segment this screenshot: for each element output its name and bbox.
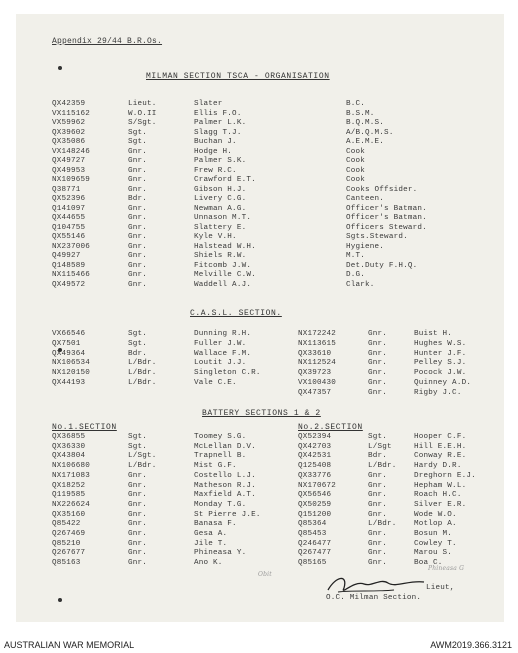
rank: Gnr. xyxy=(128,539,148,548)
appointment: Clark. xyxy=(346,280,375,289)
name: Hodge H. xyxy=(194,147,233,156)
name: Dreghorn E.J. xyxy=(414,471,476,480)
appointment: D.G. xyxy=(346,271,366,279)
appointment: Officer's Batman. xyxy=(346,204,427,213)
service-number: QX39602 xyxy=(52,128,86,137)
name: Hunter J.F. xyxy=(414,349,467,358)
rank: Gnr. xyxy=(128,185,148,194)
appointment: M.T. xyxy=(346,252,366,260)
name: Phineasa Y. xyxy=(194,549,247,558)
service-number: Q141097 xyxy=(52,204,86,213)
rank: Gnr. xyxy=(368,471,388,480)
rank: Gnr. xyxy=(368,388,388,397)
rank: L/Bdr. xyxy=(128,379,157,387)
service-number: VX59962 xyxy=(52,119,86,127)
service-number: VX100430 xyxy=(298,379,337,387)
name: Conway R.E. xyxy=(414,452,467,461)
name: Frew R.C. xyxy=(194,166,237,175)
name: Crawford E.T. xyxy=(194,176,256,184)
service-number: Q85422 xyxy=(52,520,81,529)
service-number: QX33776 xyxy=(298,471,332,480)
rank: Gnr. xyxy=(128,204,148,213)
rank: Sgt. xyxy=(128,128,148,137)
service-number: NX120150 xyxy=(52,369,91,378)
name: Kyle V.H. xyxy=(194,233,237,241)
service-number: QX44193 xyxy=(52,379,86,387)
service-number: NX113615 xyxy=(298,339,337,348)
service-number: Q148589 xyxy=(52,261,86,270)
name: Pocock J.W. xyxy=(414,369,467,378)
name: Maxfield A.T. xyxy=(194,491,256,500)
rank: Gnr. xyxy=(128,559,148,568)
rank: Gnr. xyxy=(368,559,388,568)
name: Boa C. xyxy=(414,559,443,568)
name: Pelley S.J. xyxy=(414,359,467,368)
rank: Gnr. xyxy=(128,520,148,529)
appointment: Cooks Offsider. xyxy=(346,185,418,194)
service-number: QX35086 xyxy=(52,138,86,146)
name: Hardy D.R. xyxy=(414,462,462,471)
rank: S/Sgt. xyxy=(128,119,157,127)
name: Slagg T.J. xyxy=(194,128,242,137)
service-number: NX115466 xyxy=(52,271,91,279)
name: Banasa F. xyxy=(194,520,237,529)
appointment: Hygiene. xyxy=(346,242,385,251)
rank: Gnr. xyxy=(368,539,388,548)
name: Unnason M.T. xyxy=(194,214,252,222)
rank: Gnr. xyxy=(368,491,388,500)
name: Melville C.W. xyxy=(194,271,256,279)
archive-footer xyxy=(0,634,518,653)
name: Matheson R.J. xyxy=(194,481,256,490)
service-number: Q49927 xyxy=(52,252,81,260)
rank: L/Bdr. xyxy=(128,462,157,471)
name: Hepham W.L. xyxy=(414,481,467,490)
service-number: QX56546 xyxy=(298,491,332,500)
name: Hughes W.S. xyxy=(414,339,467,348)
rank: Gnr. xyxy=(368,339,388,348)
service-number: NX112524 xyxy=(298,359,337,368)
appointment: A/B.Q.M.S. xyxy=(346,128,394,137)
rank: Gnr. xyxy=(128,549,148,558)
appointment: Sgts.Steward. xyxy=(346,233,408,241)
service-number: Q85364 xyxy=(298,520,327,529)
rank: L/Bdr. xyxy=(368,462,397,471)
casl-title: C.A.S.L. SECTION. xyxy=(190,309,282,318)
rank: Bdr. xyxy=(368,452,388,461)
signature-title: O.C. Milman Section. xyxy=(326,594,422,602)
service-number: VX66546 xyxy=(52,330,86,338)
service-number: Q267469 xyxy=(52,530,86,538)
appointment: Canteen. xyxy=(346,195,385,203)
name: Palmer S.K. xyxy=(194,157,247,165)
service-number: QX35160 xyxy=(52,510,86,519)
appointment: Cook xyxy=(346,166,366,175)
rank: Sgt. xyxy=(128,339,148,348)
punch-hole xyxy=(58,66,62,70)
name: Bosun M. xyxy=(414,530,453,538)
rank: Gnr. xyxy=(128,491,148,500)
rank: Gnr. xyxy=(368,549,388,558)
appointment: A.E.M.E. xyxy=(346,138,385,146)
service-number: QX49572 xyxy=(52,280,86,289)
service-number: Q267677 xyxy=(52,549,86,558)
service-number: QX18252 xyxy=(52,481,86,490)
rank: Gnr. xyxy=(128,481,148,490)
service-number: Q85453 xyxy=(298,530,327,538)
rank: Bdr. xyxy=(128,195,148,203)
rank: Sgt. xyxy=(368,433,388,441)
name: Costello L.J. xyxy=(194,471,256,480)
appointment: Det.Duty F.H.Q. xyxy=(346,261,418,270)
service-number: NX106534 xyxy=(52,359,91,368)
service-number: QX36330 xyxy=(52,442,86,451)
rank: L/Sgt xyxy=(368,442,392,451)
name: Palmer L.K. xyxy=(194,119,247,127)
name: Hill E.E.H. xyxy=(414,442,467,451)
name: Wode W.O. xyxy=(414,510,457,519)
name: Dunning R.H. xyxy=(194,330,252,338)
service-number: NX106680 xyxy=(52,462,91,471)
name: Slattery E. xyxy=(194,223,247,232)
rank: Gnr. xyxy=(128,271,148,279)
name: Loutit J.J. xyxy=(194,359,247,368)
rank: Gnr. xyxy=(128,530,148,538)
service-number: Q151200 xyxy=(298,510,332,519)
battery-title: BATTERY SECTIONS 1 & 2 xyxy=(202,409,321,418)
rank: L/Bdr. xyxy=(368,520,397,529)
service-number: Q85165 xyxy=(298,559,327,568)
rank: Gnr. xyxy=(128,471,148,480)
service-number: Q38771 xyxy=(52,185,81,194)
service-number: QX43804 xyxy=(52,452,86,461)
service-number: QX49364 xyxy=(52,349,86,358)
service-number: QX42359 xyxy=(52,100,86,108)
rank: Gnr. xyxy=(368,530,388,538)
rank: L/Bdr. xyxy=(128,359,157,368)
appointment: Cook xyxy=(346,176,366,184)
name: Buist H. xyxy=(414,330,453,338)
rank: Bdr. xyxy=(128,349,148,358)
appointment: Officer's Batman. xyxy=(346,214,427,222)
appendix-ref: Appendix 29/44 B.R.Os. xyxy=(52,37,163,46)
name: Slater xyxy=(194,100,223,108)
signature-rank: Lieut, xyxy=(426,584,455,592)
name: Buchan J. xyxy=(194,138,237,146)
rank: Gnr. xyxy=(368,510,388,519)
service-number: Q85163 xyxy=(52,559,81,568)
rank: Gnr. xyxy=(368,359,388,368)
name: Toomey S.G. xyxy=(194,433,247,441)
rank: Lieut. xyxy=(128,100,157,108)
footer-institution: AUSTRALIAN WAR MEMORIAL xyxy=(4,640,135,650)
appointment: B.Q.M.S. xyxy=(346,119,385,127)
service-number: QX39723 xyxy=(298,369,332,378)
service-number: NX109659 xyxy=(52,176,91,184)
footer-reference: AWM2019.366.3121 xyxy=(430,640,512,650)
rank: Gnr. xyxy=(128,500,148,509)
rank: W.O.II xyxy=(128,109,157,118)
rank: Gnr. xyxy=(368,349,388,358)
name: Gibson H.J. xyxy=(194,185,247,194)
name: Waddell A.J. xyxy=(194,280,252,289)
name: Gesa A. xyxy=(194,530,228,538)
rank: Gnr. xyxy=(368,379,388,387)
rank: Gnr. xyxy=(128,176,148,184)
service-number: NX237006 xyxy=(52,242,91,251)
service-number: VX148246 xyxy=(52,147,91,156)
service-number: QX36855 xyxy=(52,433,86,441)
name: Vale C.E. xyxy=(194,379,237,387)
service-number: QX49727 xyxy=(52,157,86,165)
service-number: NX170672 xyxy=(298,481,337,490)
no2-title: No.2.SECTION xyxy=(298,423,363,432)
rank: Sgt. xyxy=(128,442,148,451)
rank: Gnr. xyxy=(128,214,148,222)
rank: Gnr. xyxy=(128,157,148,165)
name: Newman A.G. xyxy=(194,204,247,213)
name: Mist G.F. xyxy=(194,462,237,471)
rank: Gnr. xyxy=(128,147,148,156)
service-number: QX33610 xyxy=(298,349,332,358)
rank: Gnr. xyxy=(128,223,148,232)
name: Fitcomb J.W. xyxy=(194,261,252,270)
rank: Gnr. xyxy=(368,500,388,509)
main-title: MILMAN SECTION TSCA - ORGANISATION xyxy=(146,72,330,81)
service-number: QX52396 xyxy=(52,195,86,203)
handwritten-note: Obit xyxy=(258,571,272,578)
appointment: B.C. xyxy=(346,100,366,108)
rank: L/Bdr. xyxy=(128,369,157,378)
rank: Sgt. xyxy=(128,330,148,338)
name: Jile T. xyxy=(194,539,228,548)
service-number: Q246477 xyxy=(298,539,332,548)
service-number: Q267477 xyxy=(298,549,332,558)
appointment: Cook xyxy=(346,157,366,165)
service-number: Q85210 xyxy=(52,539,81,548)
name: Trapnell B. xyxy=(194,452,247,461)
name: Hooper C.F. xyxy=(414,433,467,441)
name: Rigby J.C. xyxy=(414,388,462,397)
service-number: NX226624 xyxy=(52,500,91,509)
service-number: Q119585 xyxy=(52,491,86,500)
name: Ellis F.O. xyxy=(194,109,242,118)
name: Wallace F.M. xyxy=(194,349,252,358)
name: McLellan D.V. xyxy=(194,442,256,451)
service-number: Q125408 xyxy=(298,462,332,471)
service-number: QX42531 xyxy=(298,452,332,461)
rank: Gnr. xyxy=(128,261,148,270)
rank: Gnr. xyxy=(368,330,388,338)
service-number: QX55146 xyxy=(52,233,86,241)
rank: Sgt. xyxy=(128,138,148,146)
service-number: NX171083 xyxy=(52,471,91,480)
name: Silver E.R. xyxy=(414,500,467,509)
no1-title: No.1.SECTION xyxy=(52,423,117,432)
rank: Gnr. xyxy=(128,252,148,260)
name: Halstead W.H. xyxy=(194,242,256,251)
service-number: NX172242 xyxy=(298,330,337,338)
rank: Gnr. xyxy=(128,166,148,175)
name: Livery C.G. xyxy=(194,195,247,203)
name: Cowley T. xyxy=(414,539,457,548)
rank: Sgt. xyxy=(128,433,148,441)
service-number: QX7501 xyxy=(52,339,81,348)
name: Roach H.C. xyxy=(414,491,462,500)
name: St Pierre J.E. xyxy=(194,510,261,519)
rank: Gnr. xyxy=(368,369,388,378)
service-number: QX52394 xyxy=(298,433,332,441)
service-number: QX49953 xyxy=(52,166,86,175)
rank: Gnr. xyxy=(128,242,148,251)
name: Marou S. xyxy=(414,549,453,558)
service-number: Q104755 xyxy=(52,223,86,232)
rank: Gnr. xyxy=(128,280,148,289)
rank: L/Sgt. xyxy=(128,452,157,461)
name: Monday T.G. xyxy=(194,500,247,509)
service-number: VX115162 xyxy=(52,109,91,118)
service-number: QX42703 xyxy=(298,442,332,451)
appointment: Cook xyxy=(346,147,366,156)
rank: Gnr. xyxy=(128,233,148,241)
appointment: B.S.M. xyxy=(346,109,375,118)
name: Shiels R.W. xyxy=(194,252,247,260)
handwritten-note: Phineasa G xyxy=(428,565,465,572)
name: Fuller J.W. xyxy=(194,339,247,348)
name: Ano K. xyxy=(194,559,223,568)
name: Quinney A.D. xyxy=(414,379,472,387)
service-number: QX44655 xyxy=(52,214,86,222)
name: Motlop A. xyxy=(414,520,457,529)
punch-hole xyxy=(58,598,62,602)
service-number: QX50259 xyxy=(298,500,332,509)
rank: Gnr. xyxy=(368,481,388,490)
rank: Gnr. xyxy=(128,510,148,519)
name: Singleton C.R. xyxy=(194,369,261,378)
service-number: QX47357 xyxy=(298,388,332,397)
appointment: Officers Steward. xyxy=(346,223,427,232)
